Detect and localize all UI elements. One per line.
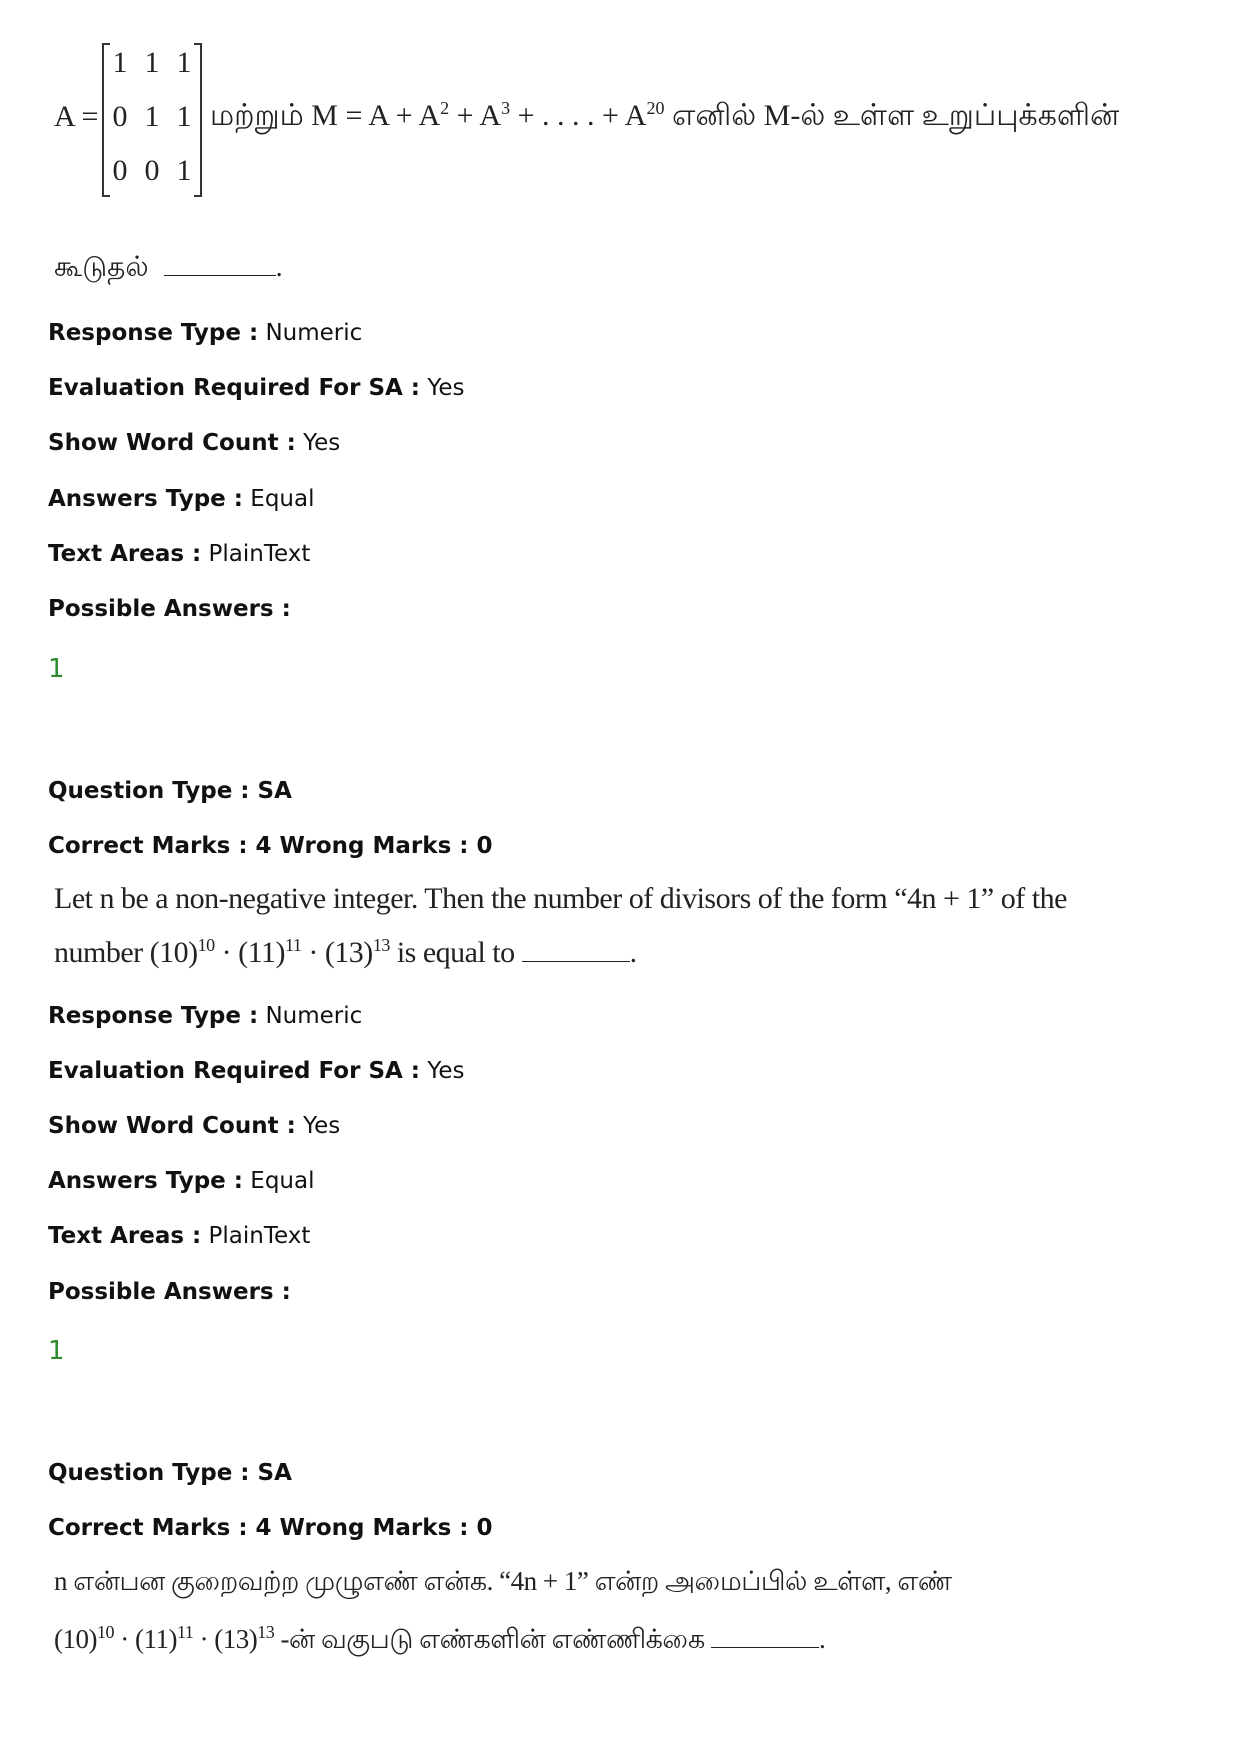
answers-type-row: Answers Type : Equal	[48, 486, 315, 512]
question1-stem-word: கூடுதல்	[54, 252, 149, 283]
answers-type-row: Answers Type : Equal	[48, 1168, 315, 1194]
question3-stem-line1: n என்பன குறைவற்ற முழுஎண் என்க. “4n + 1” என்ற அமைப்பில் உள்ள, எண்	[54, 1566, 952, 1596]
question1-stem-text: மற்றும் $M = A + A^2 + A^3$ + . . . . + $A^{20}$ எனில் M-ல் உள்ள உறுப்புக்களின்	[210, 98, 1120, 132]
evaluation-row: Evaluation Required For SA : Yes	[48, 375, 465, 401]
answer-blank	[164, 274, 276, 276]
question1-stem	[54, 40, 1120, 200]
answer-blank	[711, 1646, 819, 1648]
matrix-cell: 1	[176, 46, 192, 79]
word-count-row: Show Word Count : Yes	[48, 1113, 341, 1139]
matrix-cell: 0	[144, 154, 160, 187]
question1-stem-line2	[54, 252, 283, 287]
possible-answers-label: Possible Answers :	[48, 1279, 291, 1305]
text-areas-row: Text Areas : PlainText	[48, 1223, 311, 1249]
matrix-cell: 1	[144, 46, 160, 79]
response-type-row: Response Type : Numeric	[48, 1003, 363, 1029]
matrix-a	[102, 44, 202, 196]
marks-row: Correct Marks : 4 Wrong Marks : 0	[48, 833, 493, 859]
possible-answer: 1	[48, 1336, 65, 1366]
answer-blank	[522, 960, 630, 962]
evaluation-row: Evaluation Required For SA : Yes	[48, 1058, 465, 1084]
matrix-label: A =	[54, 100, 99, 133]
matrix-cell: 1	[176, 100, 192, 133]
question2-stem-line1: Let n be a non-negative integer. Then the number of divisors of the form “4n + 1” of the	[54, 882, 1067, 915]
matrix-row	[104, 46, 200, 80]
text-areas-row: Text Areas : PlainText	[48, 541, 311, 567]
question2-stem-line2: number $(10)^{10} \cdot (11)^{11} \cdot (13)^{13}$ is equal to .	[54, 935, 637, 969]
matrix-cell: 0	[112, 154, 128, 187]
word-count-row: Show Word Count : Yes	[48, 430, 341, 456]
response-type-row: Response Type : Numeric	[48, 320, 363, 346]
marks-row: Correct Marks : 4 Wrong Marks : 0	[48, 1515, 493, 1541]
stem-period: .	[275, 252, 283, 283]
matrix-row	[104, 154, 200, 188]
matrix-row	[104, 100, 200, 134]
matrix-cell: 1	[112, 46, 128, 79]
matrix-cell: 1	[176, 154, 192, 187]
matrix-cell: 0	[112, 100, 128, 133]
matrix-cell: 1	[144, 100, 160, 133]
question-type-row: Question Type : SA	[48, 778, 292, 804]
question3-stem-line2: $(10)^{10} \cdot (11)^{11} \cdot (13)^{13}$ -ன் வகுபடு எண்களின் எண்ணிக்கை .	[54, 1622, 826, 1654]
possible-answer: 1	[48, 654, 65, 684]
possible-answers-label: Possible Answers :	[48, 596, 291, 622]
question-type-row: Question Type : SA	[48, 1460, 292, 1486]
